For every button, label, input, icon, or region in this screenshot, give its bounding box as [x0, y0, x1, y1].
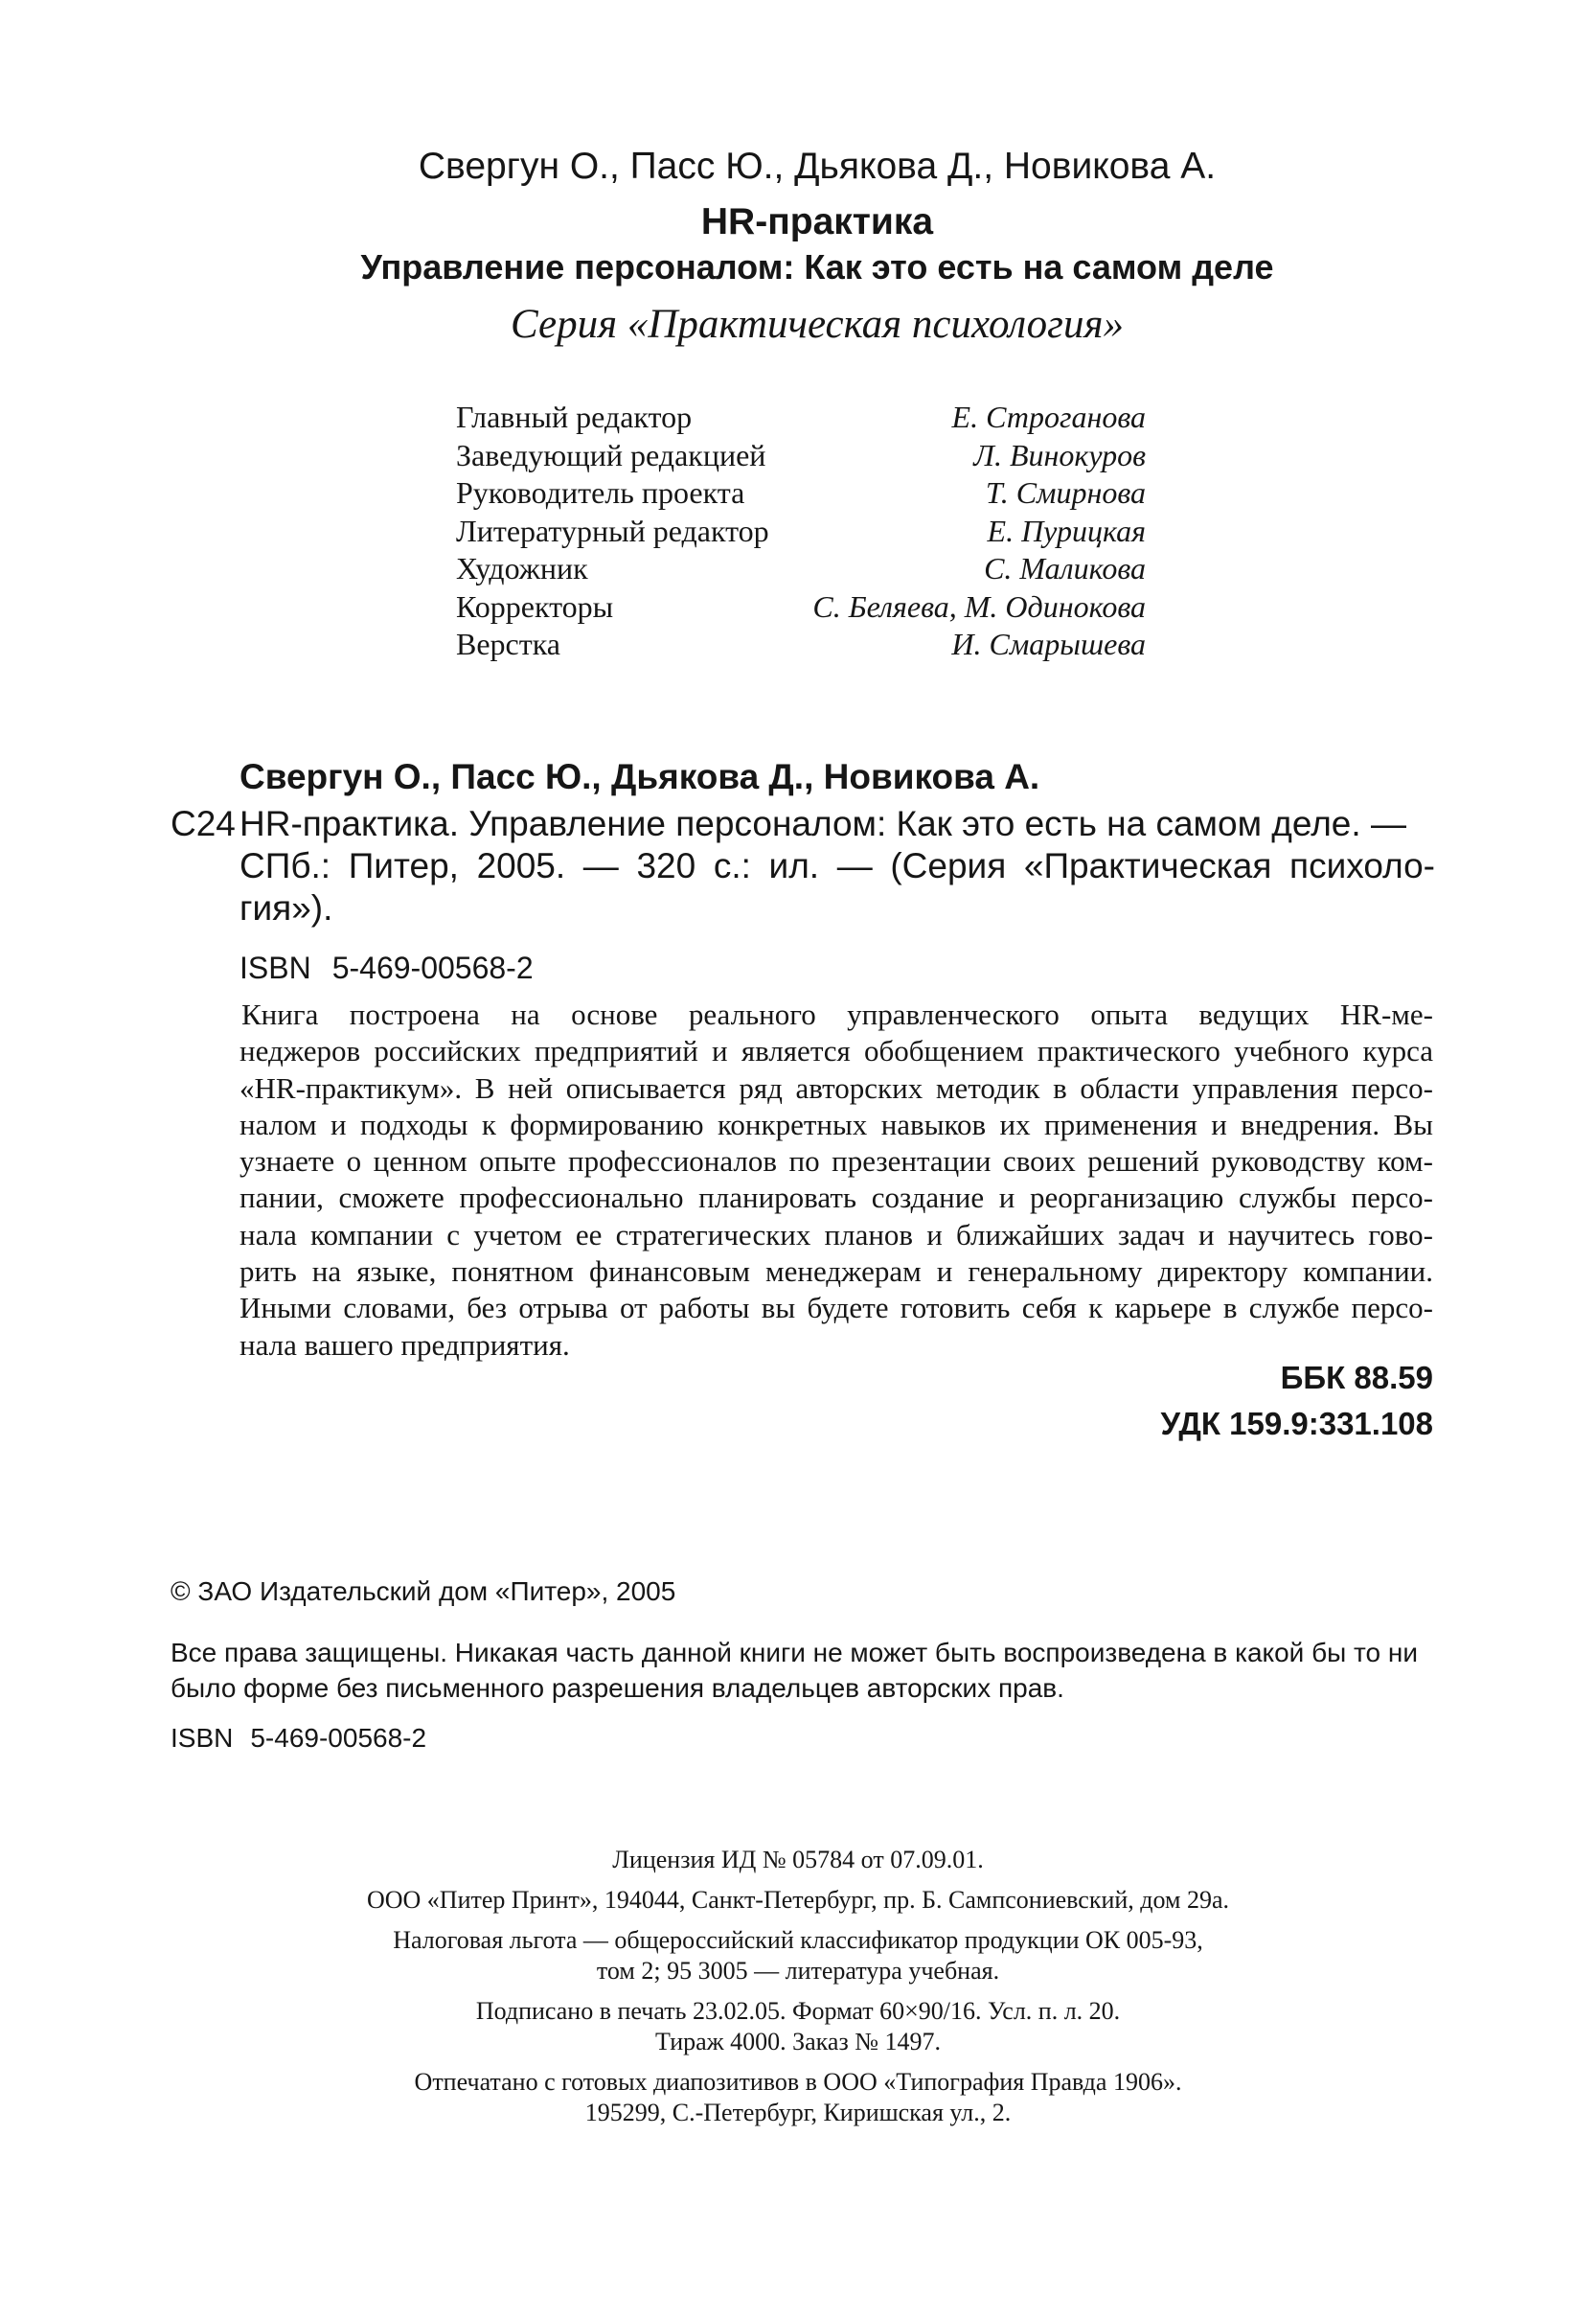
annotation-line: налом и подходы к формированию конкретных навыков их применения и внедрения. Вы [239, 1107, 1433, 1141]
imprint-publisher [287, 1885, 1309, 1916]
imprint-line: Налоговая льгота — общероссийский классификатор продукции ОК 005-93, [393, 1926, 1203, 1954]
bibliographic-entry [171, 803, 1435, 930]
imprint-line: Лицензия ИД № 05784 от 07.09.01. [612, 1846, 984, 1873]
imprint-line: том 2; 95 3005 — литература учебная. [596, 1957, 1000, 1985]
staff-name: С. Беляева, М. Одинокова [812, 588, 1146, 624]
rights-notice: Все права защищены. Никакая часть данной книги не может быть воспроизведена в какой бы то ни было форме без письменного разрешения владельцев авторских прав. [171, 1638, 1418, 1703]
isbn-label: ISBN [239, 951, 311, 985]
staff-row [456, 399, 1146, 437]
isbn-number: 5-469-00568-2 [250, 1723, 427, 1753]
isbn-footer [171, 1723, 426, 1754]
annotation-paragraph [239, 997, 1433, 1364]
staff-name: Е. Пурицкая [987, 513, 1146, 548]
staff-role: Литературный редактор [456, 513, 769, 548]
imprint-line: ООО «Питер Принт», 194044, Санкт-Петербург, пр. Б. Сампсониевский, дом 29а. [366, 1886, 1230, 1914]
staff-role: Корректоры [456, 588, 614, 624]
isbn-main [239, 951, 534, 986]
isbn-label: ISBN [171, 1723, 234, 1753]
annotation-line: Книга построена на основе реального управленческого опыта ведущих HR-ме- [241, 998, 1433, 1031]
copyright-notice: © ЗАО Издательский дом «Питер», 2005 [171, 1576, 676, 1606]
bibliographic-line [171, 803, 1435, 845]
annotation-line: рить на языке, понятном финансовым менеджерам и генеральному директору компании. [239, 1254, 1433, 1289]
annotation-line: Иными словами, без отрыва от работы вы будете готовить себя к карьере в службе персо- [239, 1291, 1433, 1325]
staff-role: Руководитель проекта [456, 475, 745, 510]
staff-row [456, 513, 1146, 551]
editorial-staff-list [456, 399, 1146, 664]
staff-name: И. Смарышева [951, 627, 1146, 661]
imprint-block [287, 1845, 1309, 2138]
udk-code: УДК 159.9:331.108 [1160, 1406, 1433, 1441]
header-title: HR-практика [700, 201, 934, 242]
bbk-code: ББК 88.59 [1280, 1360, 1433, 1395]
imprint-license [287, 1845, 1309, 1875]
classification-codes [1160, 1355, 1433, 1447]
bibliographic-text: HR-практика. Управление персоналом: Как это есть на самом деле. — [239, 804, 1406, 843]
staff-role: Главный редактор [456, 400, 693, 434]
header-series: Серия «Практическая психология» [511, 302, 1124, 347]
header-authors: Свергун О., Пасс Ю., Дьякова Д., Новикова А. [418, 146, 1217, 187]
staff-role: Заведующий редакцией [456, 437, 766, 472]
bibliographic-line: гия»). [239, 888, 333, 928]
imprint-line: 195299, С.-Петербург, Киришская ул., 2. [584, 2099, 1012, 2126]
annotation-line: пании, сможете профессионально планировать создание и реорганизацию службы персо- [239, 1181, 1433, 1215]
annotation-line: узнаете о ценном опыте профессионалов по презентации своих решений руководству ком- [239, 1144, 1433, 1179]
staff-row [456, 588, 1146, 627]
imprint-tax [287, 1925, 1309, 1986]
annotation-line: нала вашего предприятия. [239, 1327, 570, 1362]
staff-role: Художник [456, 551, 588, 585]
imprint-line: Тираж 4000. Заказ № 1497. [654, 2028, 942, 2055]
imprint-printer [287, 2067, 1309, 2128]
staff-row [456, 626, 1146, 664]
annotation-line: нала компании с учетом ее стратегических планов и ближайших задач и научитесь гово- [239, 1217, 1433, 1251]
imprint-line: Отпечатано с готовых диапозитивов в ООО «Типография Правда 1906». [414, 2068, 1182, 2096]
staff-name: Т. Смирнова [985, 475, 1146, 510]
imprint-line: Подписано в печать 23.02.05. Формат 60×90/16. Усл. п. л. 20. [475, 1997, 1121, 2025]
isbn-number: 5-469-00568-2 [331, 951, 534, 985]
staff-row [456, 437, 1146, 475]
annotation-line: «HR-практикум». В ней описывается ряд авторских методик в области управления персо- [239, 1070, 1433, 1105]
bibliographic-authors: Свергун О., Пасс Ю., Дьякова Д., Новикова А. [239, 757, 1040, 796]
imprint-print-details [287, 1996, 1309, 2057]
staff-row [456, 474, 1146, 513]
staff-name: Л. Винокуров [973, 437, 1146, 472]
bibliographic-line: СПб.: Питер, 2005. — 320 с.: ил. — (Серия «Практическая психоло- [239, 846, 1435, 885]
staff-name: Е. Строганова [951, 400, 1146, 434]
staff-name: С. Маликова [984, 551, 1146, 585]
staff-row [456, 550, 1146, 588]
header-subtitle: Управление персоналом: Как это есть на самом деле [360, 247, 1274, 287]
staff-role: Верстка [456, 627, 560, 661]
annotation-line: неджеров российских предприятий и является обобщением практического учебного курса [239, 1034, 1433, 1068]
catalog-code: С24 [171, 804, 236, 843]
